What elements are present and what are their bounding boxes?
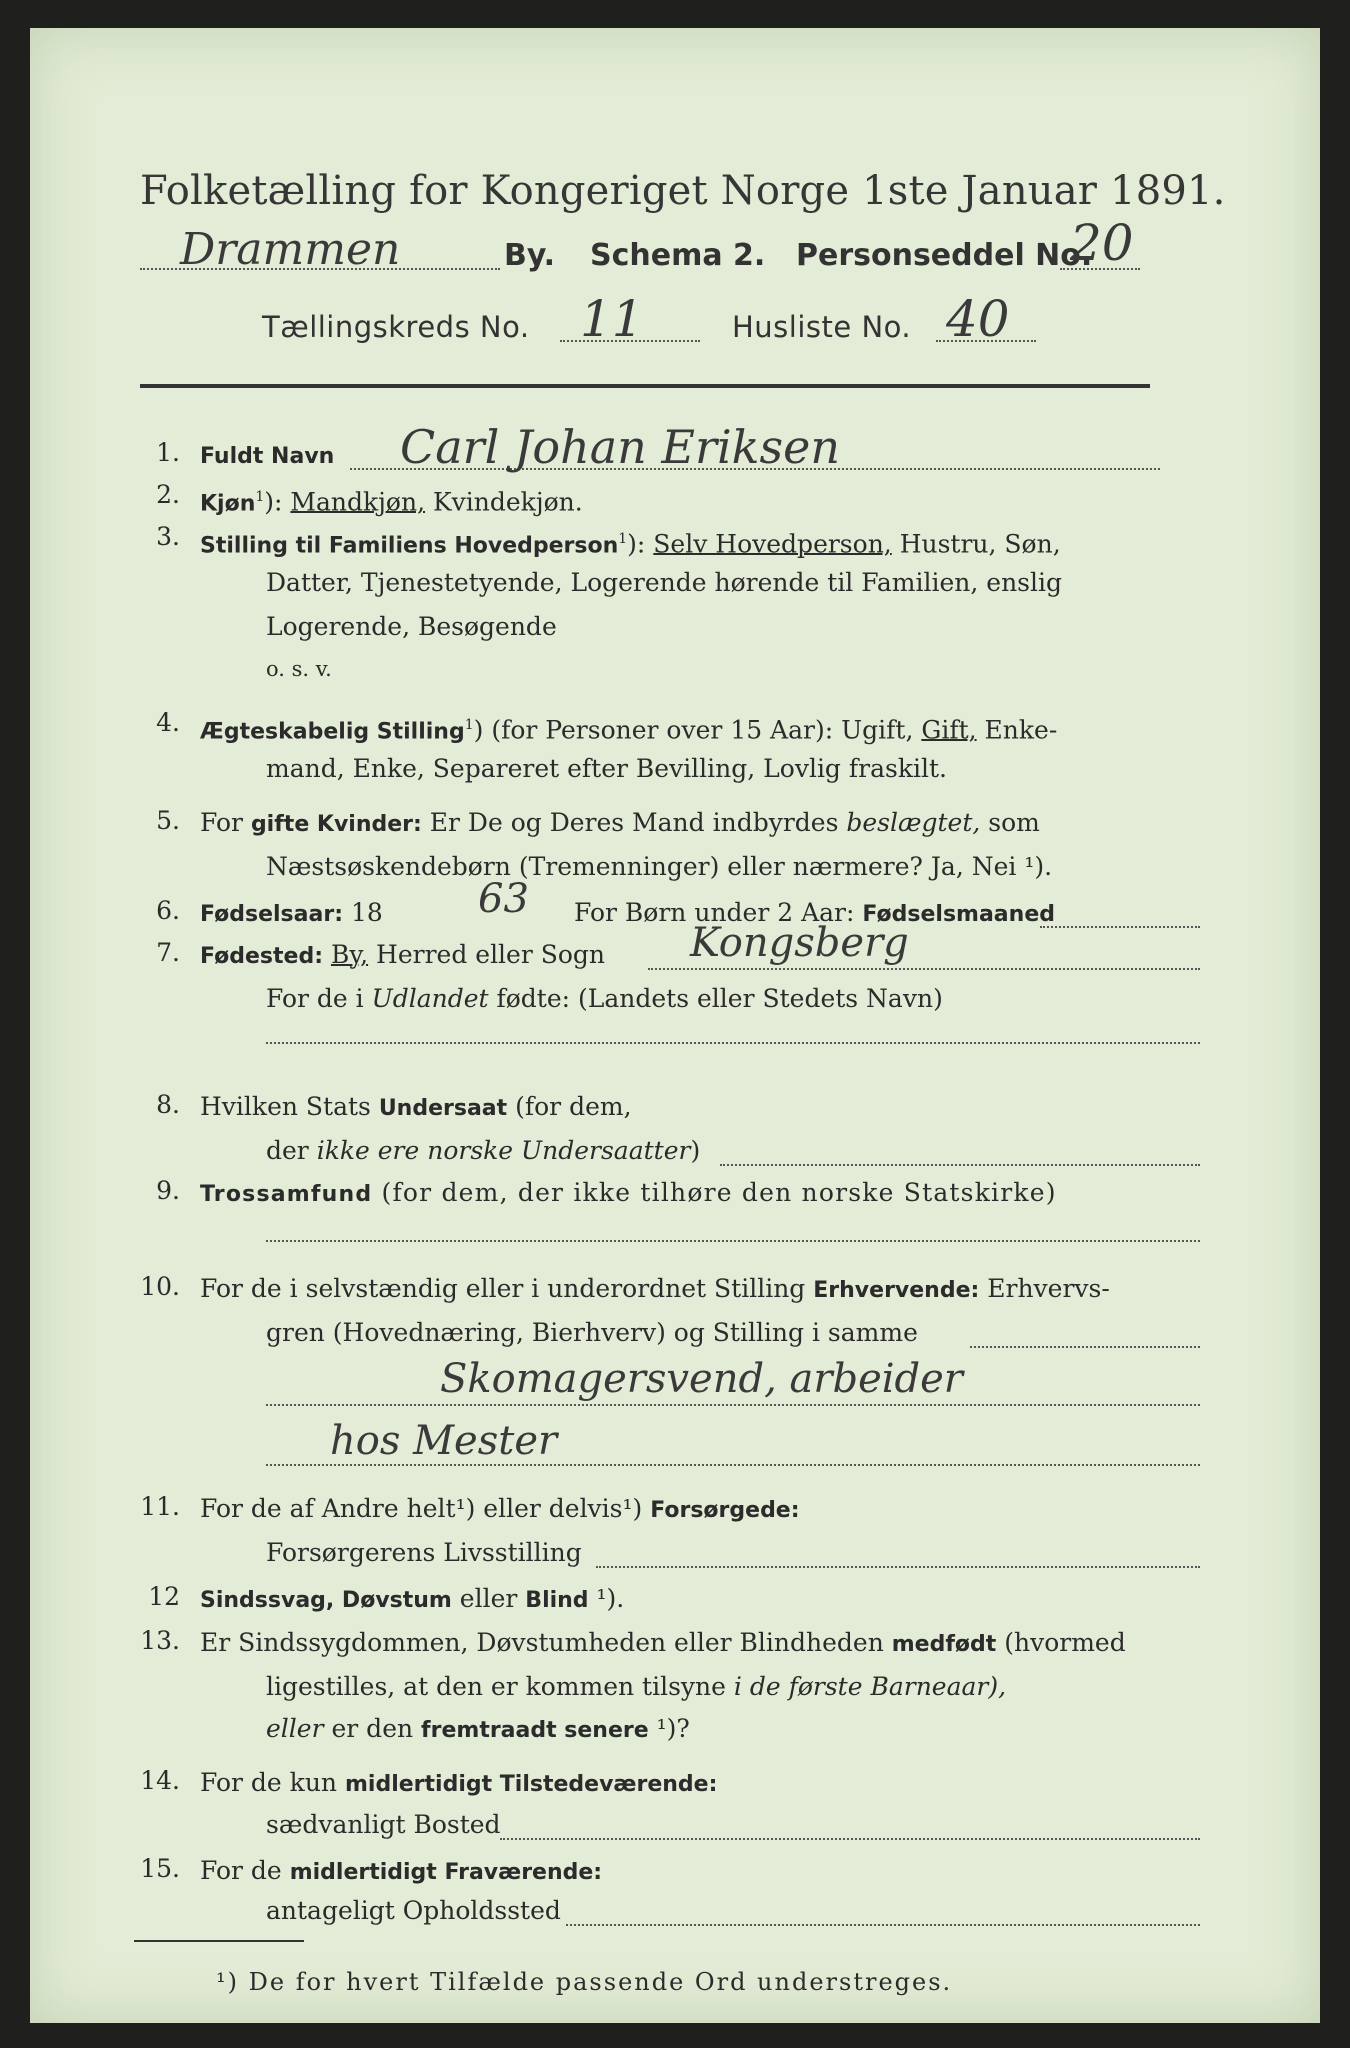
q2-option-kvindekjon: Kvindekjøn. <box>425 487 583 517</box>
q3-row <box>200 522 1061 563</box>
q13-tail: (hvormed <box>996 1628 1126 1657</box>
q1-number: 1. <box>156 438 180 467</box>
q12-label2: Blind <box>525 1588 589 1613</box>
q5-tail: som <box>980 808 1040 837</box>
q11-line <box>596 1566 1200 1568</box>
q11-row <box>200 1492 800 1528</box>
q11-number: 11. <box>140 1492 180 1521</box>
q15-pre: For de <box>200 1856 290 1885</box>
q13-row <box>200 1626 1126 1662</box>
q10-line2: gren (Hovednæring, Bierhverv) og Stilling i samme <box>266 1318 918 1347</box>
q5-pre: For <box>200 808 251 837</box>
q6-value: 63 <box>478 876 529 922</box>
q6-label2: Fødselsmaaned <box>862 902 1055 927</box>
q11-label: Forsørgede: <box>650 1498 800 1523</box>
q9-rest: (for dem, der ikke tilhøre den norske Statskirke) <box>372 1178 1057 1207</box>
footnote: ¹) De for hvert Tilfælde passende Ord understreges. <box>216 1968 953 1996</box>
personseddel-number: 20 <box>1070 214 1134 272</box>
q9-row <box>200 1176 1057 1212</box>
q3-line4: o. s. v. <box>266 657 332 681</box>
q15-row <box>200 1854 602 1890</box>
footnote-rule <box>134 1940 304 1942</box>
q4-line2: mand, Enke, Separeret efter Bevilling, Lovlig fraskilt. <box>266 754 947 783</box>
q8-line2 <box>266 1134 700 1168</box>
q5-italic: beslægtet, <box>846 808 981 837</box>
q11-pre: For de af Andre helt¹) eller delvis¹) <box>200 1494 651 1523</box>
q3-label: Stilling til Familiens Hovedperson <box>200 533 619 559</box>
q5-label: gifte Kvinder: <box>250 812 422 837</box>
q15-label: midlertidigt Fraværende: <box>289 1860 603 1885</box>
q12-label: Sindssvag, Døvstum <box>200 1588 452 1613</box>
q7-line <box>648 968 1200 970</box>
q13-line2 <box>266 1670 1006 1704</box>
by-label: By. <box>504 238 556 273</box>
q11-line2: Forsørgerens Livsstilling <box>266 1538 582 1567</box>
q8-pre: Hvilken Stats <box>200 1092 379 1121</box>
q7-number: 7. <box>156 938 180 967</box>
q10-value1: Skomagersvend, arbeider <box>440 1356 963 1402</box>
q3-line3: Logerende, Besøgende <box>266 612 557 641</box>
q10-number: 10. <box>140 1272 180 1301</box>
q10-pre: For de i selvstændig eller i underordnet Stilling <box>200 1274 814 1303</box>
city-handwritten: Drammen <box>180 224 401 275</box>
schema-label: Schema 2. <box>590 238 766 273</box>
q14-line2: sædvanligt Bosted <box>266 1810 501 1839</box>
q3-sup: 1 <box>618 531 628 547</box>
q15-line <box>566 1924 1200 1926</box>
q3-rest: ): <box>627 529 654 559</box>
q4-option-gift: Gift, <box>921 715 977 745</box>
q8-line2-italic: ikke ere norske Undersaatter <box>316 1136 691 1165</box>
q7-line2 <box>266 982 943 1016</box>
q3-option-selv-hovedperson: Selv Hovedperson, <box>653 529 892 559</box>
q5-row <box>200 806 1040 842</box>
q8-line2-pre: der <box>266 1136 317 1165</box>
q2-row <box>200 480 583 521</box>
husliste-number: 40 <box>946 290 1010 348</box>
personseddel-label: Personseddel No. <box>796 238 1093 273</box>
q7-value: Kongsberg <box>690 920 909 966</box>
q2-number: 2. <box>156 480 180 509</box>
q4-rest: ) (for Personer over 15 Aar): Ugift, <box>473 715 922 745</box>
q14-pre: For de kun <box>200 1768 345 1797</box>
q1-label: Fuldt Navn <box>200 444 335 469</box>
q10-row <box>200 1272 1110 1308</box>
q8-label: Undersaat <box>378 1096 508 1121</box>
q5-rest: Er De og Deres Mand indbyrdes <box>421 808 847 837</box>
q12-row <box>200 1582 624 1618</box>
q6-label: Fødselsaar: <box>200 902 343 927</box>
q13-line3 <box>266 1712 690 1748</box>
q7-rest: Herred eller Sogn <box>368 940 606 969</box>
q4-label: Ægteskabelig Stilling <box>200 719 465 745</box>
q1-value: Carl Johan Eriksen <box>400 420 840 474</box>
q13-line2-italic: i de første Barneaar), <box>733 1672 1007 1701</box>
q10-label: Erhvervende: <box>813 1278 980 1303</box>
q14-row <box>200 1766 717 1802</box>
q7-row <box>200 938 605 974</box>
q13-label: medfødt <box>891 1632 997 1657</box>
q10-line2-dots <box>970 1346 1200 1348</box>
q7-line2-rest: fødte: (Landets eller Stedets Navn) <box>488 984 943 1013</box>
q12-rest: ¹). <box>588 1584 625 1613</box>
q10-tail: Erhvervs- <box>979 1274 1110 1303</box>
header-rule <box>140 384 1150 388</box>
q13-line3-pre: er den <box>323 1714 422 1743</box>
form-title: Folketælling for Kongeriget Norge 1ste Januar 1891. <box>140 168 1226 214</box>
q14-number: 14. <box>140 1766 180 1795</box>
q3-options-rest: Hustru, Søn, <box>891 529 1061 559</box>
q5-line2: Næstsøskendebørn (Tremenninger) eller nærmere? Ja, Nei ¹). <box>266 852 1053 881</box>
q8-rest: (for dem, <box>507 1092 632 1121</box>
q7-line3 <box>266 1042 1200 1044</box>
q3-line2: Datter, Tjenestetyende, Logerende hørende til Familien, enslig <box>266 568 1063 597</box>
q8-row <box>200 1090 632 1126</box>
q4-sup: 1 <box>464 717 474 733</box>
q13-pre: Er Sindssygdommen, Døvstumheden eller Blindheden <box>200 1628 892 1657</box>
q8-line <box>720 1164 1200 1166</box>
q6-prefix: 18 <box>343 898 383 927</box>
q9-number: 9. <box>156 1176 180 1205</box>
q13-line3-label: fremtraadt senere <box>421 1718 649 1743</box>
q8-number: 8. <box>156 1090 180 1119</box>
q2-sup: 1 <box>255 489 265 505</box>
q7-line2-pre: For de i <box>266 984 372 1013</box>
q9-line <box>266 1240 1200 1242</box>
kreds-label: Tællingskreds No. <box>262 310 530 344</box>
q2-rest: ): <box>264 487 291 517</box>
q13-number: 13. <box>140 1626 180 1655</box>
q15-number: 15. <box>140 1854 180 1883</box>
q7-line2-italic: Udlandet <box>371 984 489 1013</box>
q5-number: 5. <box>156 806 180 835</box>
q1-row <box>200 438 334 474</box>
q2-option-mandkjon: Mandkjøn, <box>290 487 426 517</box>
q6-line <box>1040 926 1200 928</box>
q10-line4 <box>266 1464 1200 1466</box>
q12-number: 12 <box>148 1582 180 1611</box>
q9-label: Trossamfund <box>200 1182 373 1207</box>
q4-row <box>200 708 1057 749</box>
q12-mid: eller <box>451 1584 526 1613</box>
q2-label: Kjøn <box>200 491 256 517</box>
census-form <box>30 28 1320 2023</box>
q8-line2-rest: ) <box>690 1136 701 1165</box>
q7-label: Fødested: <box>200 944 323 969</box>
q13-line2-pre: ligestilles, at den er kommen tilsyne <box>266 1672 734 1701</box>
q3-number: 3. <box>156 522 180 551</box>
q14-line <box>500 1838 1200 1840</box>
q7-option-by: By, <box>330 940 369 969</box>
q4-number: 4. <box>156 708 180 737</box>
q14-label: midlertidigt Tilstedeværende: <box>344 1772 718 1797</box>
q6-mid: For Børn under 2 Aar: <box>574 898 863 927</box>
q6-row <box>200 896 383 932</box>
q4-tail: Enke- <box>976 715 1058 745</box>
q6-number: 6. <box>156 896 180 925</box>
q15-line2: antageligt Opholdssted <box>266 1896 561 1925</box>
q10-value2: hos Mester <box>330 1418 558 1464</box>
q13-line3-rest: ¹)? <box>648 1714 690 1743</box>
husliste-label: Husliste No. <box>732 310 912 344</box>
q13-line3-italic: eller <box>266 1714 324 1743</box>
q10-line3 <box>266 1404 1200 1406</box>
kreds-number: 11 <box>580 290 644 348</box>
